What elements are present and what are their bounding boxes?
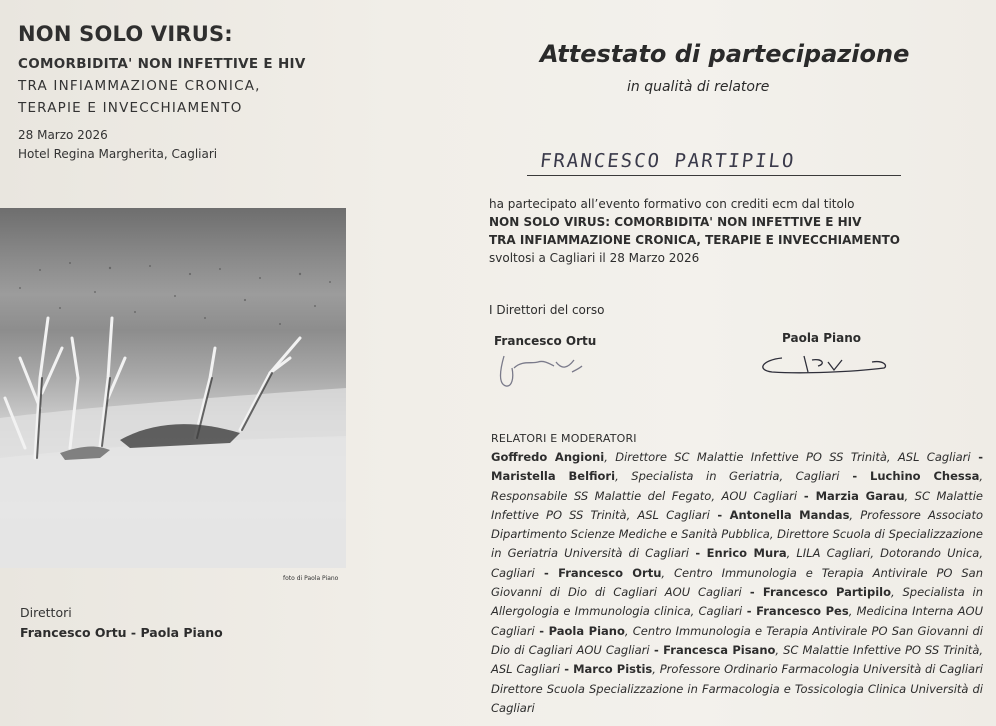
relatore-role: , Responsabile SS Malattie del Fegato, AOU Cagliari [491, 469, 983, 503]
relatore-name: Francesco Partipilo [762, 585, 891, 600]
photo-credit: foto di Paola Piano [283, 575, 339, 582]
certificate-title: Attestato di partecipazione [540, 40, 910, 68]
relatore-name: Antonella Mandas [729, 507, 850, 522]
relatore-name: Enrico Mura [706, 546, 787, 561]
signatory-name: Francesco Ortu [494, 334, 597, 348]
relatore-role: , LILA Cagliari, Dotorando Unica, Cagliari [491, 546, 983, 580]
relatore-separator: - [742, 604, 757, 619]
relatore-separator: - [741, 585, 763, 600]
certificate-body [489, 195, 969, 267]
event-subtitle-line: COMORBIDITA' NON INFETTIVE E HIV [18, 56, 306, 72]
dune-photo [0, 208, 346, 568]
signature-piano [752, 350, 892, 380]
signature-ortu [492, 350, 592, 392]
left-column [0, 0, 350, 726]
certificate-held: svoltosi a Cagliari il 28 Marzo 2026 [489, 251, 700, 265]
certificate-intro: ha partecipato all’evento formativo con crediti ecm dal titolo [489, 197, 855, 211]
relatore-role: , Direttore SC Malattie Infettive PO SS Trinità, ASL Cagliari [604, 450, 971, 464]
relatore-role: , Specialista in Allergologia e Immunologia clinica, Cagliari [491, 585, 983, 619]
relatore-name: Marzia Garau [815, 488, 905, 503]
relatore-separator: - [797, 488, 816, 503]
relatore-name: Luchino Chessa [870, 469, 980, 484]
event-subtitle-line: TERAPIE E INVECCHIAMENTO [18, 100, 243, 116]
relatore-name: Paola Piano [548, 623, 625, 638]
recipient-name-line [527, 175, 901, 176]
dead-trees-illustration [0, 208, 346, 568]
relatore-separator: - [970, 450, 983, 464]
event-date: 28 Marzo 2026 [18, 128, 108, 142]
relatore-role: , Centro Immunologia e Terapia Antivirale PO San Giovanni di Dio di Cagliari AOU Cagliari [491, 565, 983, 600]
relatore-role: , Centro Immunologia e Terapia Antivirale PO San Giovanni di Dio di Cagliari AOU Cagliari [491, 623, 984, 657]
certificate-event-line: NON SOLO VIRUS: COMORBIDITA' NON INFETTIVE E HIV [489, 215, 862, 229]
relatore-role: , Professore Ordinario Farmacologia Università di Cagliari Direttore Scuola Specializzazione in Farmacologia e Tossicologia Clinica Università di Cagliari [491, 662, 984, 715]
relatore-name: Goffredo Angioni [491, 450, 605, 464]
relatore-role: , SC Malattie Infettive PO SS Trinità, ASL Cagliari [491, 642, 984, 677]
relatore-role: , Specialista in Geriatria, Cagliari [615, 469, 840, 484]
certificate-event-line: TRA INFIAMMAZIONE CRONICA, TERAPIE E INVECCHIAMENTO [489, 233, 900, 247]
event-venue: Hotel Regina Margherita, Cagliari [18, 147, 218, 161]
relatori-list [491, 448, 983, 718]
directors-label: Direttori [20, 605, 72, 620]
course-directors-label: I Direttori del corso [489, 303, 605, 317]
event-subtitle-line: TRA INFIAMMAZIONE CRONICA, [18, 78, 261, 94]
relatore-separator: - [688, 546, 707, 561]
relatore-role: , Professore Associato Dipartimento Scienze Mediche e Sanità Pubblica, Direttore Scuola di Specializzazione in Geriatria Università di Cagliari [491, 507, 983, 561]
relatore-role: , Medicina Interna AOU Cagliari [491, 604, 984, 638]
relatore-name: Marco Pistis [573, 662, 653, 677]
relatore-name: Francesca Pisano [663, 642, 776, 657]
relatore-separator: - [839, 469, 871, 484]
relatore-role: , SC Malattie Infettive PO SS Trinità, ASL Cagliari [491, 488, 984, 522]
relatore-name: Francesco Pes [756, 604, 849, 619]
relatore-separator: - [649, 642, 664, 657]
event-title: NON SOLO VIRUS: [18, 22, 233, 46]
relatore-separator: - [560, 662, 574, 677]
certificate-subtitle: in qualità di relatore [627, 79, 770, 95]
relatori-heading: RELATORI E MODERATORI [491, 432, 637, 445]
signatory-name: Paola Piano [782, 331, 861, 345]
relatore-name: Maristella Belfiori [491, 469, 616, 484]
relatore-separator: - [534, 623, 549, 638]
event-subtitle [18, 53, 348, 119]
relatore-separator: - [709, 507, 730, 522]
relatore-separator: - [534, 565, 559, 580]
relatore-name: Francesco Ortu [558, 565, 662, 580]
recipient-handwritten-name: FRANCESCO PARTIPILO [538, 150, 797, 172]
directors-names: Francesco Ortu - Paola Piano [20, 625, 223, 640]
